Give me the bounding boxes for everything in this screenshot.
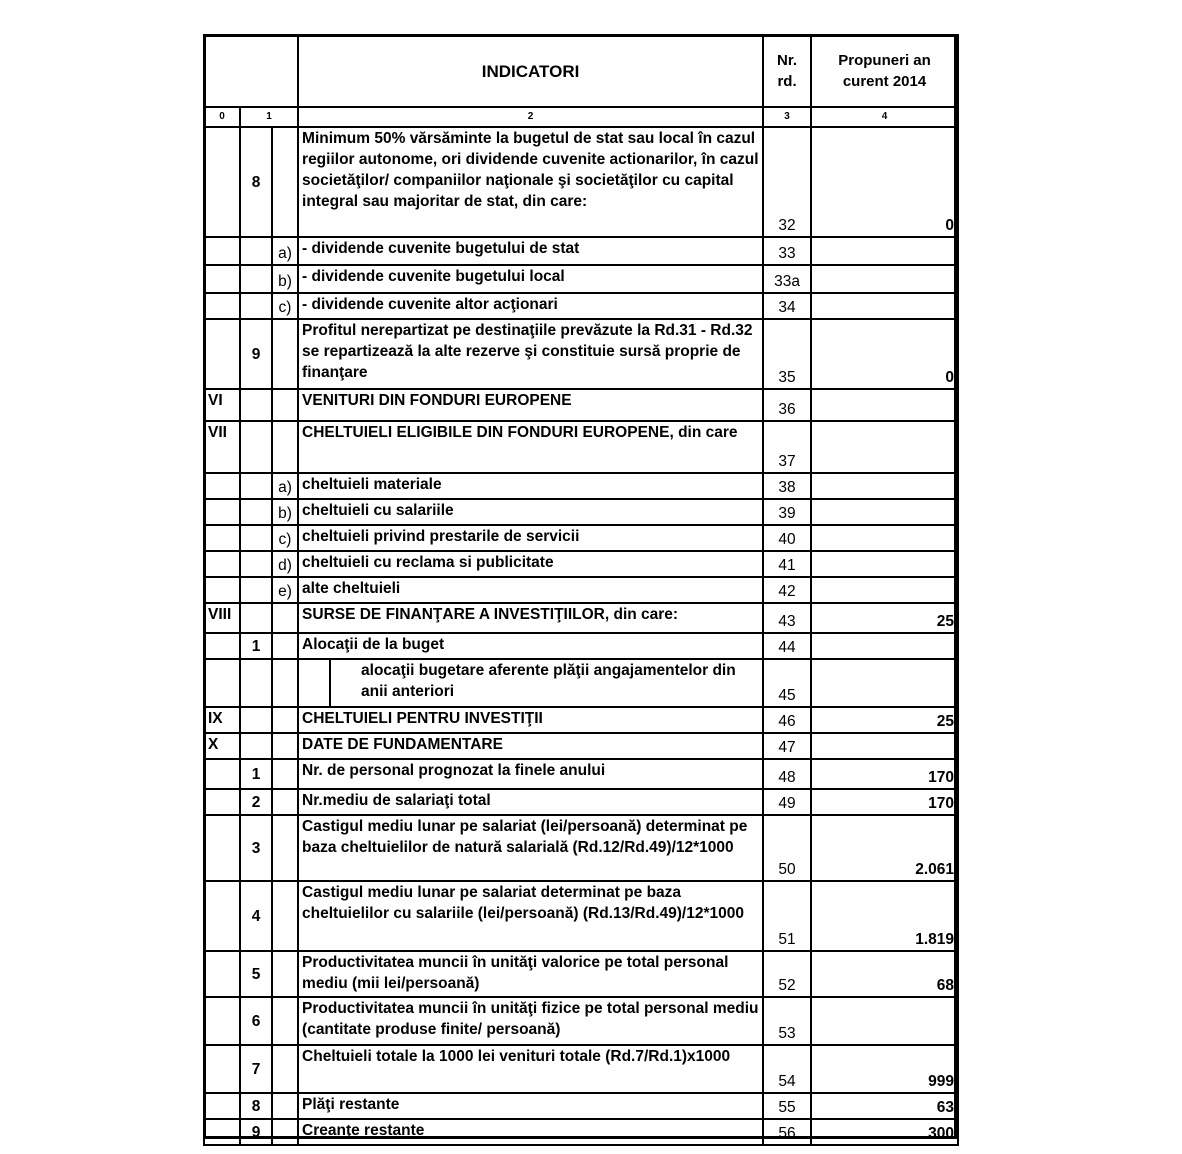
- row-letter: e): [272, 577, 298, 603]
- row-letter: b): [272, 265, 298, 293]
- row-roman-numeral: VI: [204, 389, 240, 421]
- row-letter: d): [272, 551, 298, 577]
- row-value: 1.819: [811, 881, 958, 951]
- row-number: 3: [240, 815, 272, 881]
- row-nr-rd: 32: [763, 127, 811, 237]
- table-outer-frame: [203, 34, 957, 1139]
- row-number: 2: [240, 789, 272, 815]
- row-indicator-text: cheltuieli cu salariile: [298, 499, 763, 525]
- row-indicator-text: CHELTUIELI ELIGIBILE DIN FONDURI EUROPENE, din care: [298, 421, 763, 473]
- row-number: 9: [240, 319, 272, 389]
- col-index-3: 3: [763, 107, 811, 127]
- row-number: 5: [240, 951, 272, 997]
- row-value: 63: [811, 1093, 958, 1119]
- row-nr-rd: 54: [763, 1045, 811, 1093]
- row-value: 25: [811, 707, 958, 733]
- row-indicator-text: Nr. de personal prognozat la finele anului: [298, 759, 763, 789]
- row-number: 7: [240, 1045, 272, 1093]
- row-nr-rd: 51: [763, 881, 811, 951]
- row-indicator-text: Plăţi restante: [298, 1093, 763, 1119]
- row-indicator-text: Profitul nerepartizat pe destinaţiile prevăzute la Rd.31 - Rd.32 se repartizează la alte rezerve şi constituie sursă proprie de finanţare: [298, 319, 763, 389]
- row-value: 0: [811, 319, 958, 389]
- row-number: 1: [240, 759, 272, 789]
- row-nr-rd: 42: [763, 577, 811, 603]
- row-indicator-text: DATE DE FUNDAMENTARE: [298, 733, 763, 759]
- row-number: 8: [240, 1093, 272, 1119]
- row-letter: c): [272, 525, 298, 551]
- header-nr-rd: Nr. rd.: [763, 35, 811, 107]
- row-indicator-text: CHELTUIELI PENTRU INVESTIŢII: [298, 707, 763, 733]
- row-number: 8: [240, 127, 272, 237]
- row-nr-rd: 35: [763, 319, 811, 389]
- row-indicator-text: Alocaţii de la buget: [298, 633, 763, 659]
- row-nr-rd: 44: [763, 633, 811, 659]
- row-nr-rd: 37: [763, 421, 811, 473]
- row-nr-rd: 46: [763, 707, 811, 733]
- row-letter: b): [272, 499, 298, 525]
- row-indicator-text: alocaţii bugetare aferente plăţii angajamentelor din anii anteriori: [298, 659, 763, 707]
- row-nr-rd: 33: [763, 237, 811, 265]
- row-nr-rd: 52: [763, 951, 811, 997]
- row-nr-rd: 55: [763, 1093, 811, 1119]
- row-indicator-text: cheltuieli materiale: [298, 473, 763, 499]
- row-value: 170: [811, 789, 958, 815]
- row-indicator-text: Productivitatea muncii în unităţi valorice pe total personal mediu (mii lei/persoană): [298, 951, 763, 997]
- row-value: 2.061: [811, 815, 958, 881]
- col-index-4: 4: [811, 107, 958, 127]
- row-nr-rd: 43: [763, 603, 811, 633]
- header-indicatori: INDICATORI: [298, 35, 763, 107]
- row-indicator-text: cheltuieli cu reclama si publicitate: [298, 551, 763, 577]
- row-value: 68: [811, 951, 958, 997]
- row-indicator-text: - dividende cuvenite altor acţionari: [298, 293, 763, 319]
- row-nr-rd: 50: [763, 815, 811, 881]
- row-indicator-text: Creanţe restante: [298, 1119, 763, 1145]
- col-index-0: 0: [204, 107, 240, 127]
- row-indicator-text: Minimum 50% vărsăminte la bugetul de stat sau local în cazul regiilor autonome, ori dividende cuvenite actionarilor, în cazul societăţilor/ companiilor naţionale şi societăţilor cu capital integral sau majoritar de stat, din care:: [298, 127, 763, 237]
- row-indicator-text: - dividende cuvenite bugetului local: [298, 265, 763, 293]
- row-letter: a): [272, 237, 298, 265]
- row-value: 170: [811, 759, 958, 789]
- row-letter: a): [272, 473, 298, 499]
- row-nr-rd: 34: [763, 293, 811, 319]
- row-nr-rd: 39: [763, 499, 811, 525]
- row-nr-rd: 33a: [763, 265, 811, 293]
- row-nr-rd: 40: [763, 525, 811, 551]
- row-indicator-text: Productivitatea muncii în unităţi fizice pe total personal mediu (cantitate produse finite/ persoană): [298, 997, 763, 1045]
- header-propuneri: Propuneri an curent 2014: [811, 35, 958, 107]
- row-indicator-text: Castigul mediu lunar pe salariat (lei/persoană) determinat pe baza cheltuielilor de natură salarială (Rd.12/Rd.49)/12*1000: [298, 815, 763, 881]
- row-roman-numeral: VIII: [204, 603, 240, 633]
- row-nr-rd: 56: [763, 1119, 811, 1145]
- row-value: 300: [811, 1119, 958, 1145]
- row-indicator-text: - dividende cuvenite bugetului de stat: [298, 237, 763, 265]
- row-roman-numeral: VII: [204, 421, 240, 473]
- row-indicator-text: Cheltuieli totale la 1000 lei venituri totale (Rd.7/Rd.1)x1000: [298, 1045, 763, 1093]
- row-nr-rd: 36: [763, 389, 811, 421]
- row-number: 9: [240, 1119, 272, 1145]
- row-indicator-text: Nr.mediu de salariaţi total: [298, 789, 763, 815]
- row-nr-rd: 41: [763, 551, 811, 577]
- row-value: 999: [811, 1045, 958, 1093]
- row-indicator-text: alte cheltuieli: [298, 577, 763, 603]
- row-roman-numeral: IX: [204, 707, 240, 733]
- row-number: 1: [240, 633, 272, 659]
- row-roman-numeral: X: [204, 733, 240, 759]
- row-number: 6: [240, 997, 272, 1045]
- row-nr-rd: 38: [763, 473, 811, 499]
- row-value: 0: [811, 127, 958, 237]
- row-indicator-text: Castigul mediu lunar pe salariat determinat pe baza cheltuielilor cu salariile (lei/persoană) (Rd.13/Rd.49)/12*1000: [298, 881, 763, 951]
- col-index-1: 1: [240, 107, 298, 127]
- row-value: 25: [811, 603, 958, 633]
- row-indicator-text: VENITURI DIN FONDURI EUROPENE: [298, 389, 763, 421]
- row-nr-rd: 53: [763, 997, 811, 1045]
- row-nr-rd: 48: [763, 759, 811, 789]
- row-number: 4: [240, 881, 272, 951]
- col-index-2: 2: [298, 107, 763, 127]
- row-letter: c): [272, 293, 298, 319]
- row-nr-rd: 47: [763, 733, 811, 759]
- row-indicator-text: cheltuieli privind prestarile de servicii: [298, 525, 763, 551]
- row-nr-rd: 49: [763, 789, 811, 815]
- row-indicator-text: SURSE DE FINANŢARE A INVESTIŢIILOR, din care:: [298, 603, 763, 633]
- row-nr-rd: 45: [763, 659, 811, 707]
